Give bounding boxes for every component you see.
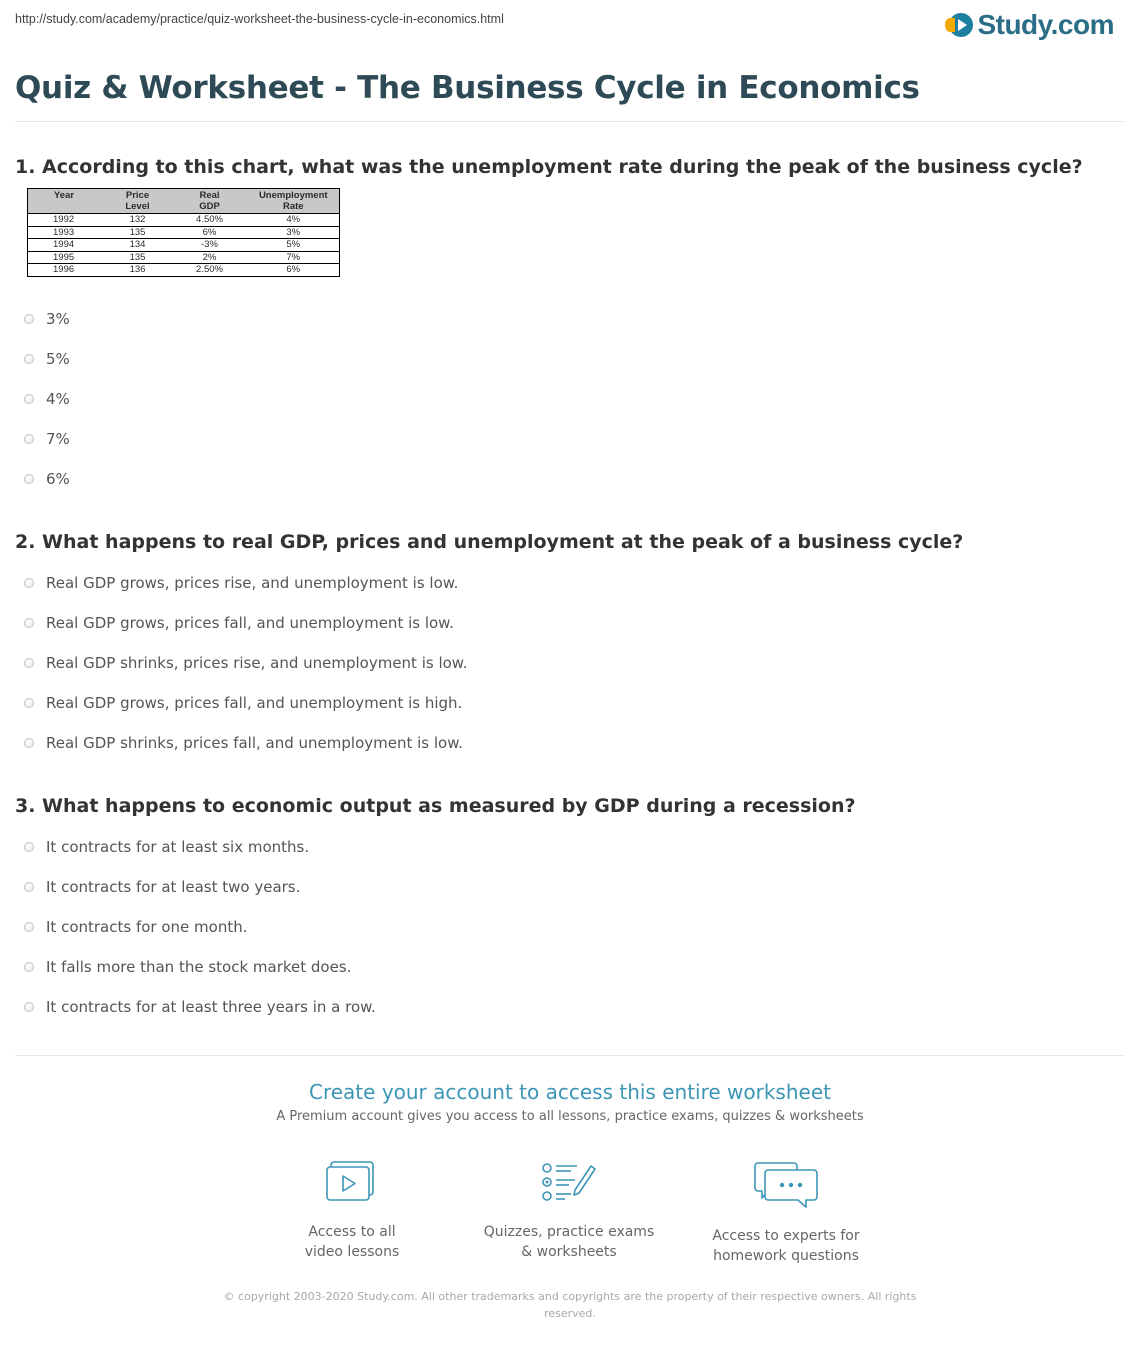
option-label: It contracts for at least two years. (46, 878, 301, 896)
question-3-option-3[interactable] (24, 917, 247, 937)
feature-experts (691, 1160, 881, 1266)
option-label: 5% (46, 350, 70, 368)
option-label: It falls more than the stock market does. (46, 958, 352, 976)
question-3-text: 3. What happens to economic output as measured by GDP during a recession? (15, 795, 856, 817)
table-cell-unemployment: 4% (286, 214, 301, 225)
question-1-option-1[interactable] (24, 309, 70, 329)
table-cell-price-level: 135 (104, 251, 172, 264)
question-2-option-1[interactable] (24, 573, 458, 593)
option-label: Real GDP grows, prices rise, and unemployment is low. (46, 574, 459, 592)
title-divider (15, 121, 1125, 122)
question-2-option-3[interactable] (24, 653, 467, 673)
option-label: 6% (46, 470, 70, 488)
question-1-option-3[interactable] (24, 389, 70, 409)
table-cell-price-level: 134 (104, 239, 172, 252)
table-cell-unemployment: 5% (248, 239, 340, 252)
copyright-notice: © copyright 2003-2020 Study.com. All other trademarks and copyrights are the property of their respective owners. All rights reserved. (223, 1290, 917, 1320)
radio-button[interactable] (24, 354, 34, 364)
radio-button[interactable] (24, 434, 34, 444)
table-cell-real-gdp: 2% (172, 251, 248, 264)
radio-button[interactable] (24, 738, 34, 748)
option-label: Real GDP shrinks, prices rise, and unemployment is low. (46, 654, 468, 672)
feature-video-line2: video lessons (304, 1244, 400, 1260)
table-row (28, 239, 340, 252)
quiz-checklist-icon (541, 1160, 597, 1206)
page-url: http://study.com/academy/practice/quiz-worksheet-the-business-cycle-in-economics.html (15, 12, 504, 26)
table-header-row (28, 189, 340, 214)
question-2-option-5[interactable] (24, 733, 463, 753)
question-2-option-4[interactable] (24, 693, 462, 713)
option-label: Real GDP grows, prices fall, and unemployment is low. (46, 614, 454, 632)
column-header-price-level: Price Level (104, 189, 172, 214)
table-cell-unemployment: 6% (248, 264, 340, 277)
table-row (28, 214, 340, 227)
option-label: 3% (46, 310, 70, 328)
table-cell-real-gdp: -3% (172, 239, 248, 252)
table-row (28, 226, 340, 239)
radio-button[interactable] (24, 698, 34, 708)
study-logo[interactable] (949, 8, 1114, 42)
radio-button[interactable] (24, 1002, 34, 1012)
feature-experts-line2: homework questions (713, 1248, 859, 1264)
feature-experts-line1: Access to experts for (712, 1228, 860, 1244)
feature-video-line1: Access to all (308, 1224, 396, 1240)
radio-button[interactable] (24, 882, 34, 892)
video-lesson-icon (326, 1160, 378, 1206)
feature-quizzes-line2: & worksheets (521, 1244, 617, 1260)
unemployment-data-table (27, 188, 340, 277)
radio-button[interactable] (24, 578, 34, 588)
question-3-option-2[interactable] (24, 877, 300, 897)
radio-button[interactable] (24, 394, 34, 404)
question-3-option-1[interactable] (24, 837, 309, 857)
radio-button[interactable] (24, 842, 34, 852)
content-divider (15, 1055, 1125, 1056)
table-cell-unemployment: 7% (248, 251, 340, 264)
question-2-option-2[interactable] (24, 613, 454, 633)
option-label: Real GDP grows, prices fall, and unemployment is high. (46, 694, 463, 712)
table-cell-real-gdp: 2.50% (172, 264, 248, 277)
question-1-option-2[interactable] (24, 349, 70, 369)
radio-button[interactable] (24, 314, 34, 324)
question-1-text: 1. According to this chart, what was the unemployment rate during the peak of the business cycle? (15, 156, 1083, 178)
question-2-text: 2. What happens to real GDP, prices and unemployment at the peak of a business cycle? (15, 531, 964, 553)
option-label: It contracts for at least six months. (46, 838, 310, 856)
radio-button[interactable] (24, 474, 34, 484)
table-cell-year: 1992 (53, 214, 75, 225)
option-label: 4% (46, 390, 70, 408)
table-cell-price-level: 132 (129, 214, 146, 225)
radio-button[interactable] (24, 922, 34, 932)
feature-video-lessons (257, 1160, 447, 1262)
chat-bubbles-icon (754, 1160, 818, 1210)
logo-text: Study.com (977, 9, 1114, 40)
table-cell-year: 1996 (28, 264, 104, 277)
table-cell-year: 1993 (28, 226, 104, 239)
column-header-unemployment-rate: Unemployment Rate (248, 189, 340, 214)
page-title: Quiz & Worksheet - The Business Cycle in Economics (15, 70, 920, 106)
column-header-year: Year (28, 189, 104, 214)
feature-quizzes (474, 1160, 664, 1262)
table-cell-year: 1994 (28, 239, 104, 252)
premium-description: A Premium account gives you access to all lessons, practice exams, quizzes & worksheets (276, 1109, 864, 1124)
radio-button[interactable] (24, 618, 34, 628)
option-label: Real GDP shrinks, prices fall, and unemployment is low. (46, 734, 463, 752)
question-1-option-5[interactable] (24, 469, 70, 489)
table-cell-unemployment: 3% (248, 226, 340, 239)
radio-button[interactable] (24, 658, 34, 668)
study-logo-icon (949, 13, 973, 37)
radio-button[interactable] (24, 962, 34, 972)
question-3-option-5[interactable] (24, 997, 376, 1017)
create-account-link[interactable]: Create your account to access this entire worksheet (309, 1080, 831, 1104)
table-row (28, 251, 340, 264)
option-label: It contracts for one month. (46, 918, 248, 936)
option-label: It contracts for at least three years in a row. (46, 998, 376, 1016)
table-cell-price-level: 136 (104, 264, 172, 277)
table-cell-year: 1995 (28, 251, 104, 264)
question-3-option-4[interactable] (24, 957, 351, 977)
table-row (28, 264, 340, 277)
table-cell-real-gdp: 4.50% (196, 214, 223, 225)
table-cell-real-gdp: 6% (172, 226, 248, 239)
question-1-option-4[interactable] (24, 429, 70, 449)
option-label: 7% (46, 430, 70, 448)
table-cell-price-level: 135 (104, 226, 172, 239)
feature-quizzes-line1: Quizzes, practice exams (483, 1224, 655, 1240)
column-header-real-gdp: Real GDP (172, 189, 248, 214)
